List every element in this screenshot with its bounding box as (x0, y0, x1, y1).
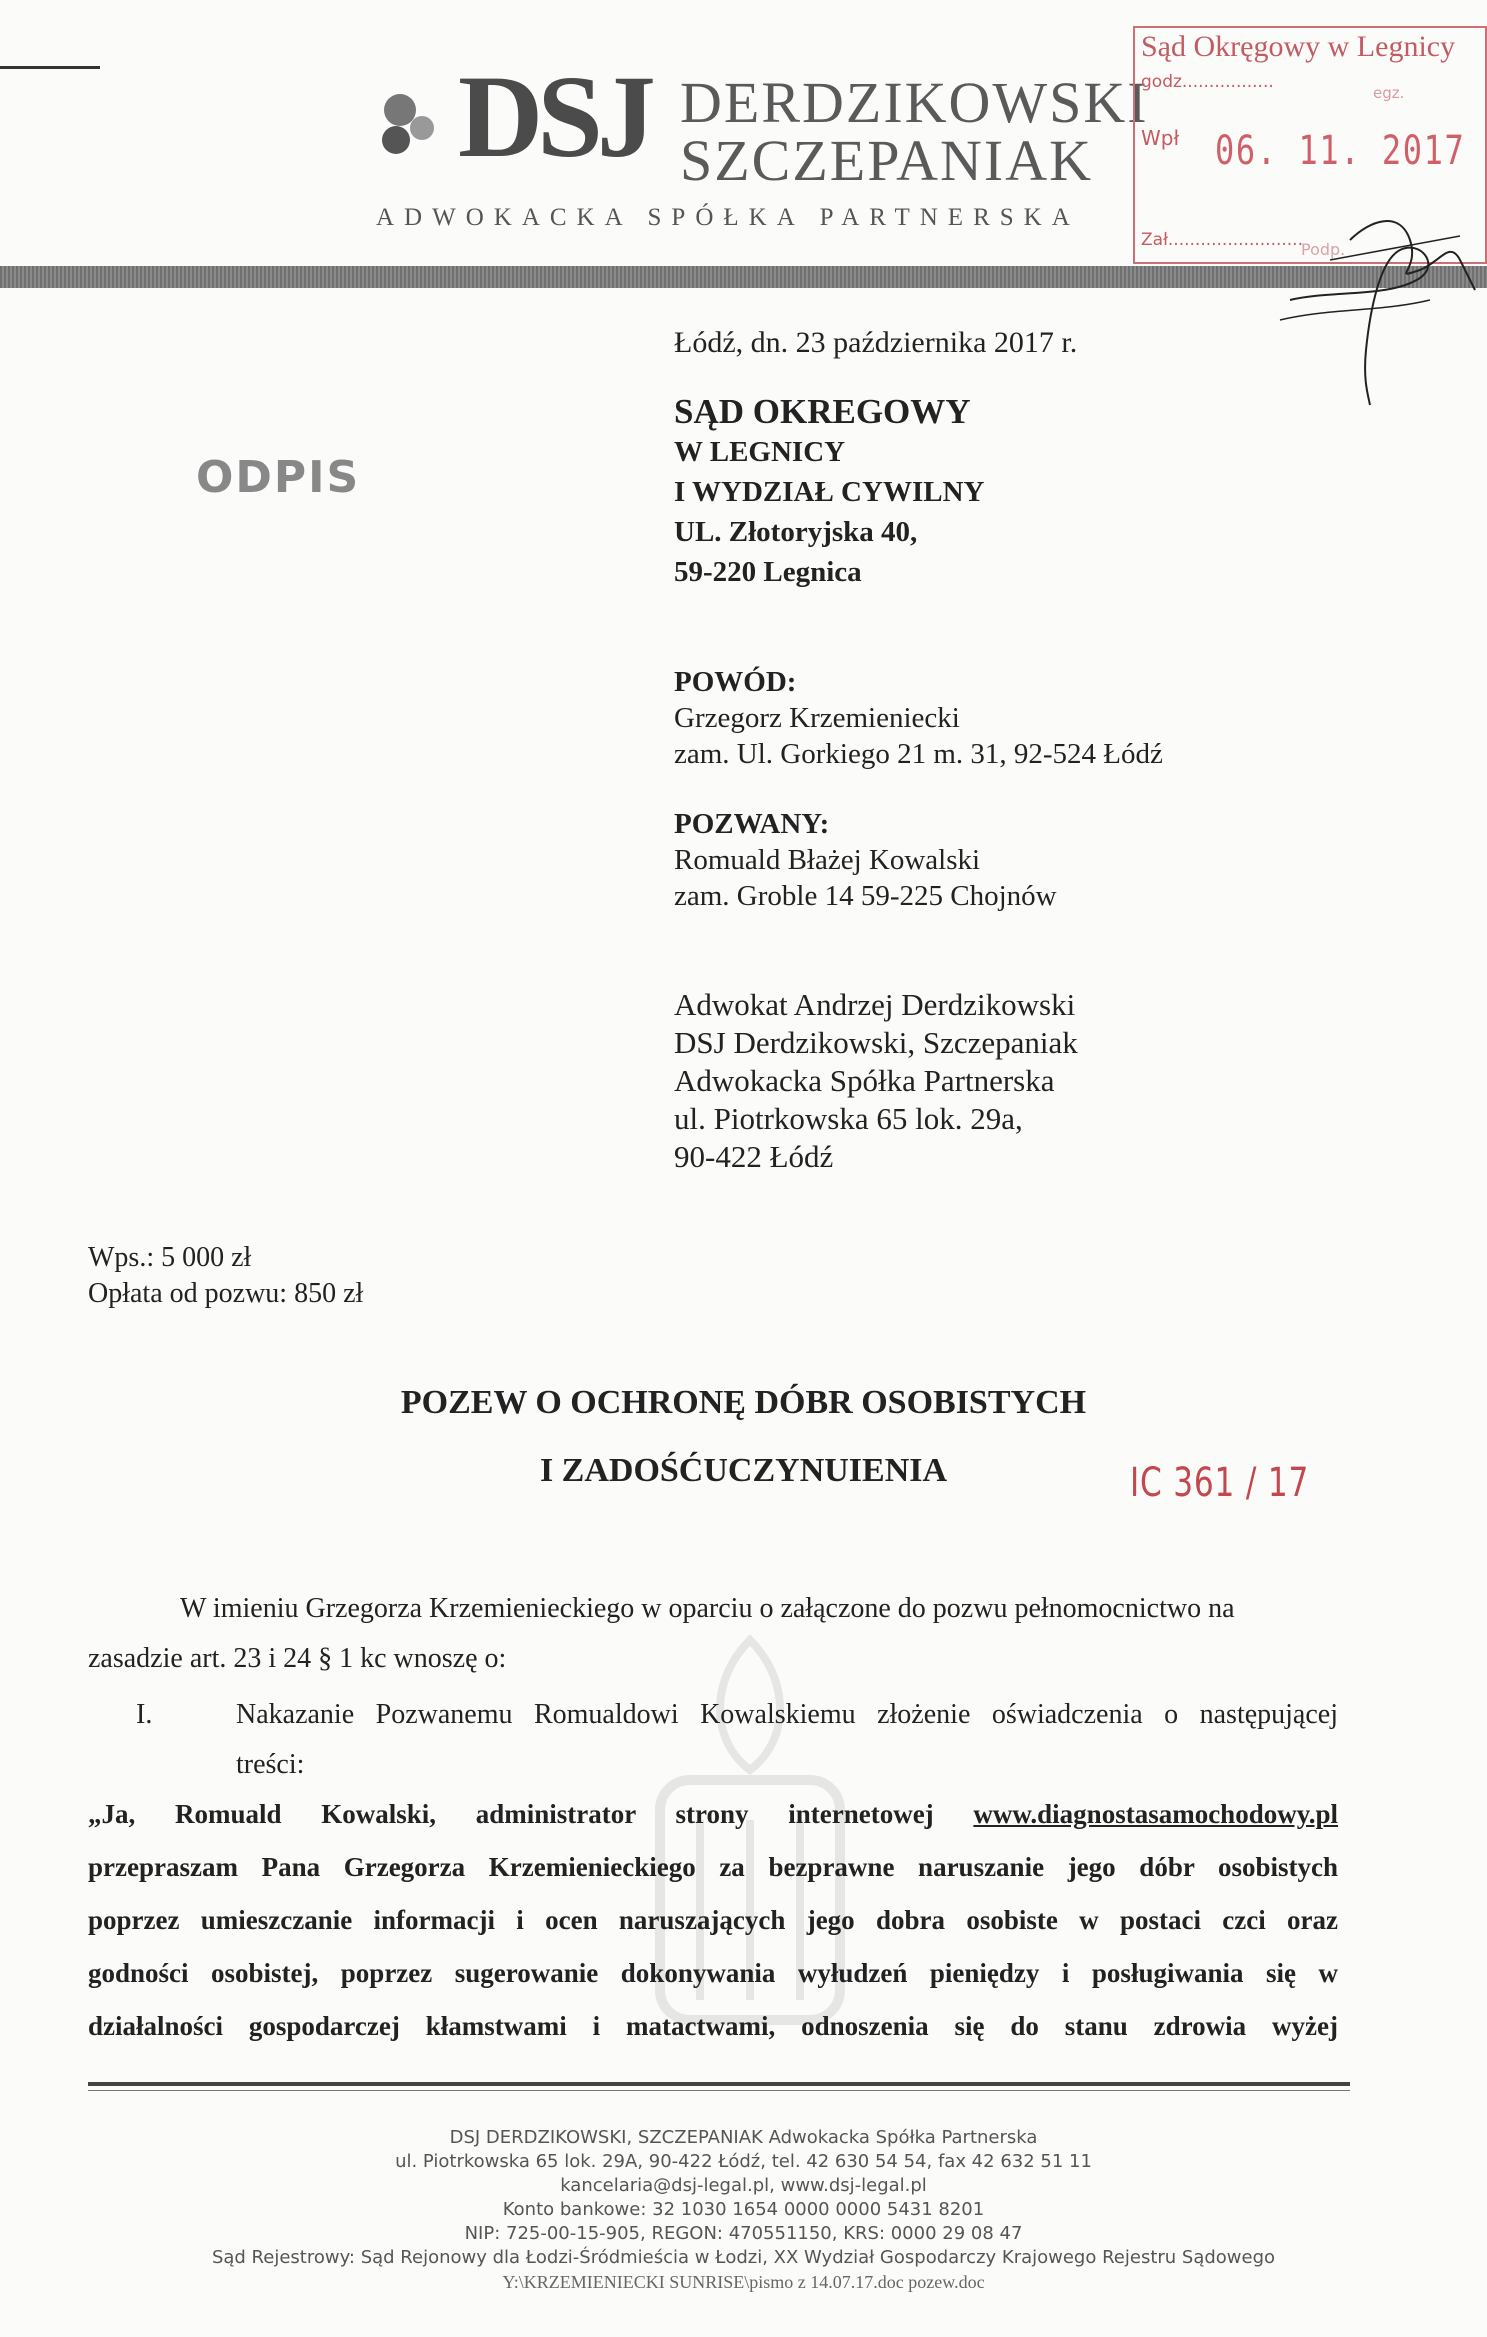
court-name: SĄD OKREGOWY (674, 392, 971, 431)
firm-logo-mark: DSJ (458, 51, 650, 182)
court-postcode: 59-220 Legnica (674, 556, 862, 588)
stamp-podp: Podp. (1301, 240, 1346, 259)
stamp-godz: godz................. (1141, 72, 1274, 92)
plaintiff-heading: POWÓD: (674, 666, 797, 698)
quote-line1 (88, 1788, 1338, 1841)
claim-value: Wps.: 5 000 zł (88, 1242, 252, 1273)
quote-line2: przepraszam Pana Grzegorza Krzemienieckiego za bezprawne naruszanie jego dóbr osobistych (88, 1852, 1338, 1882)
intro-line1: W imieniu Grzegorza Krzemienieckiego w oparciu o załączone do pozwu pełnomocnictwo na (180, 1593, 1235, 1624)
stamp-title: Sąd Okręgowy w Legnicy (1141, 30, 1456, 63)
firm-subtitle: ADWOKACKA SPÓŁKA PARTNERSKA (376, 204, 1080, 231)
footer-registry-court: Sąd Rejestrowy: Sąd Rejonowy dla Łodzi-Śródmieścia w Łodzi, XX Wydział Gospodarczy Krajowego Rejestru Sądowego (211, 2247, 1276, 2268)
attorney-block (674, 986, 1078, 1176)
plaintiff-address: zam. Ul. Gorkiego 21 m. 31, 92-524 Łódź (674, 738, 1163, 770)
item1-number: I. (136, 1699, 153, 1730)
footer-address: ul. Piotrkowska 65 lok. 29A, 90-422 Łódź, tel. 42 630 54 54, fax 42 632 51 11 (395, 2151, 1092, 2172)
footer (0, 2126, 1487, 2294)
court-street: UL. Złotoryjska 40, (674, 516, 918, 548)
top-rule (0, 66, 100, 69)
defendant-address: zam. Groble 14 59-225 Chojnów (674, 880, 1057, 912)
document-date: Łódź, dn. 23 października 2017 r. (674, 326, 1078, 359)
stamp-zal: Zał......................... (1141, 230, 1303, 250)
court-division: I WYDZIAŁ CYWILNY (674, 476, 985, 508)
document-title-line1: POZEW O OCHRONĘ DÓBR OSOBISTYCH (400, 1384, 1087, 1421)
quote-line5: działalności gospodarczej kłamstwami i matactwami, odnoszenia się do stanu zdrowia wyżej (88, 2011, 1338, 2041)
handwritten-signature (1270, 180, 1480, 410)
footer-registration: NIP: 725-00-15-905, REGON: 470551150, KRS: 0000 29 08 47 (464, 2223, 1023, 2244)
item1-text (236, 1690, 1338, 1790)
quote-line1-text: „Ja, Romuald Kowalski, administrator strony internetowej (88, 1799, 974, 1829)
logo-dots-icon (378, 88, 458, 168)
firm-name-line2: SZCZEPANIAK (680, 128, 1094, 193)
quote-line3: poprzez umieszczanie informacji i ocen naruszających jego dobra osobiste w postaci czci oraz (88, 1905, 1338, 1935)
defendant-name: Romuald Błażej Kowalski (674, 844, 981, 876)
attorney-postcode: 90-422 Łódź (674, 1139, 834, 1174)
copy-stamp: ODPIS (196, 452, 361, 503)
claim-fee: Opłata od pozwu: 850 zł (88, 1278, 364, 1309)
plaintiff-block (674, 664, 1163, 772)
footer-bank: Konto bankowe: 32 1030 1654 0000 0000 5431 8201 (502, 2199, 985, 2220)
attorney-name: Adwokat Andrzej Derdzikowski (674, 987, 1076, 1022)
item1-line1: Nakazanie Pozwanemu Romualdowi Kowalskiemu złożenie oświadczenia o następującej (236, 1699, 1338, 1730)
footer-rule-thin (88, 2090, 1350, 2091)
plaintiff-name: Grzegorz Krzemieniecki (674, 702, 960, 734)
attorney-firm-type: Adwokacka Spółka Partnerska (674, 1063, 1055, 1098)
firm-name-line1: DERDZIKOWSKI (680, 70, 1149, 135)
claim-values (88, 1240, 363, 1312)
footer-rule (88, 2082, 1350, 2086)
stamp-date: 06. 11. 2017 (1215, 128, 1466, 174)
quote-line4: godności osobistej, poprzez sugerowanie dokonywania wyłudzeń pieniędzy i posługiwania się w (88, 1958, 1338, 1988)
footer-firm: DSJ DERDZIKOWSKI, SZCZEPANIAK Adwokacka Spółka Partnerska (449, 2127, 1038, 2148)
defendant-block (674, 806, 1057, 914)
document-title-line2: I ZADOŚĆUCZYNUIENIA (539, 1452, 948, 1489)
court-city: W LEGNICY (674, 436, 846, 468)
header-band (0, 266, 1487, 288)
apology-statement (88, 1788, 1338, 2053)
attorney-firm: DSJ Derdzikowski, Szczepaniak (674, 1025, 1078, 1060)
defendant-heading: POZWANY: (674, 808, 830, 840)
stamp-egz: egz. (1373, 84, 1405, 102)
website-link[interactable]: www.diagnostasamochodowy.pl (973, 1799, 1338, 1829)
footer-contact: kancelaria@dsj-legal.pl, www.dsj-legal.pl (560, 2175, 927, 2196)
footer-file-path: Y:\KRZEMIENIECKI SUNRISE\pismo z 14.07.17.doc pozew.doc (502, 2272, 985, 2292)
attorney-street: ul. Piotrkowska 65 lok. 29a, (674, 1101, 1023, 1136)
case-number-stamp: IC 361 / 17 (1130, 1460, 1310, 1506)
intro-line2: zasadzie art. 23 i 24 § 1 kc wnoszę o: (88, 1643, 507, 1674)
stamp-wpl: Wpł (1141, 126, 1180, 150)
court-address (674, 392, 984, 592)
item1-line2: treści: (236, 1749, 305, 1780)
